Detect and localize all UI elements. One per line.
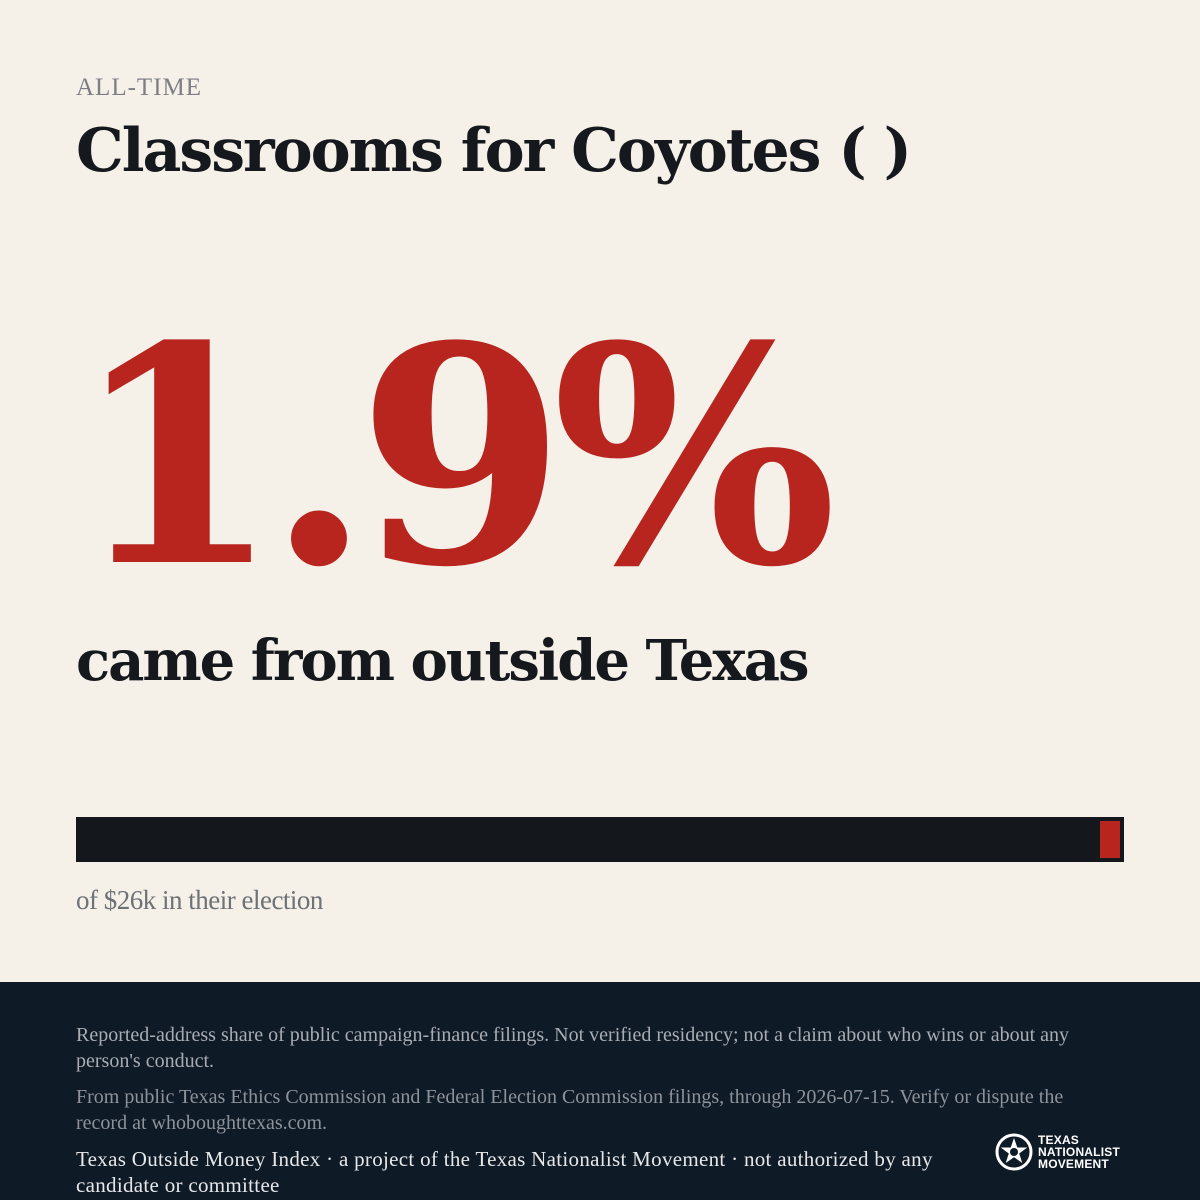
share-bar-fill [1100,821,1120,858]
footer-disclaimer: Reported-address share of public campaign-finance filings. Not verified residency; not a claim about who wins or about any person's conduct. [76,1024,1070,1072]
share-bar [76,817,1124,862]
big-percentage: 1.9% [72,280,823,633]
footer-source: From public Texas Ethics Commission and Federal Election Commission filings, through 2026-07-15. Verify or dispute the record at whoboughttexas.com. [76,1086,1064,1134]
footer-attribution: Texas Outside Money Index · a project of the Texas Nationalist Movement · not authorized by any candidate or committee [76,1147,933,1197]
logo-line-2: NATIONALIST [1038,1145,1120,1159]
bar-caption: of $26k in their election [76,885,323,915]
percentage-caption: came from outside Texas [76,628,808,694]
logo-line-3: MOVEMENT [1038,1157,1109,1171]
eyebrow-label: ALL-TIME [76,74,203,101]
star-seal-icon [994,1132,1034,1172]
page-title: Classrooms for Coyotes ( ) [76,116,910,186]
logo-wordmark [1038,1134,1120,1170]
logo-line-1: TEXAS [1038,1133,1080,1147]
tnm-logo [994,1132,1120,1172]
